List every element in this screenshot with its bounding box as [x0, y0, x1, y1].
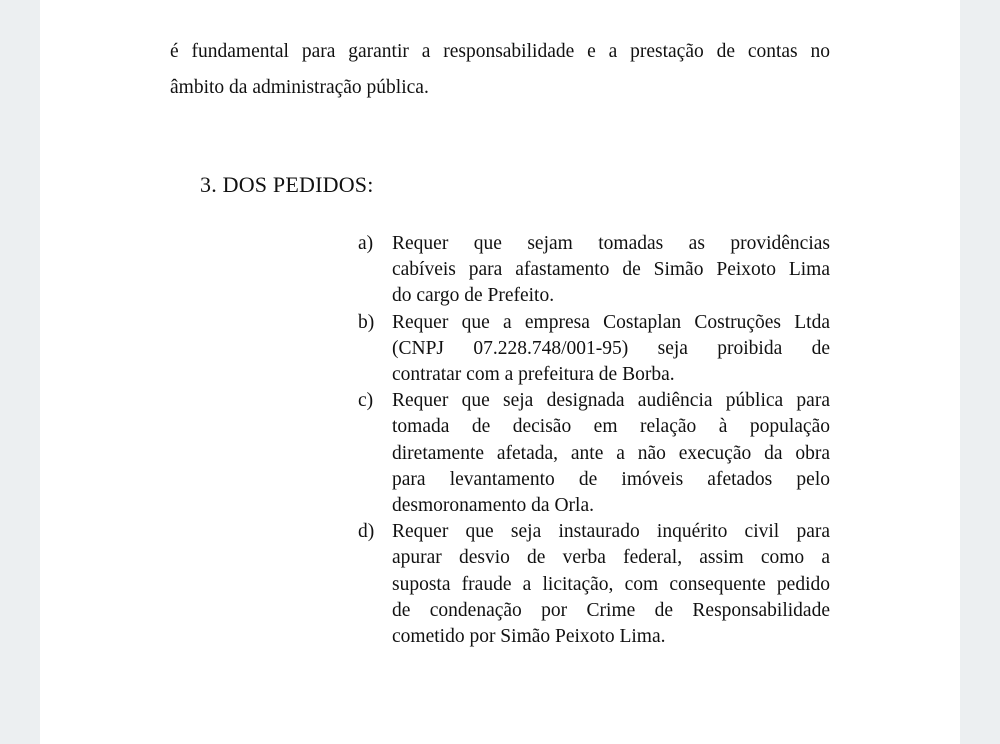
request-line: Requer que seja designada audiência pública para — [392, 390, 830, 412]
document-page[interactable] — [40, 0, 960, 744]
request-text — [392, 231, 830, 310]
request-line: para levantamento de imóveis afetados pelo — [392, 468, 830, 490]
request-line: apurar desvio de verba federal, assim como a — [392, 547, 830, 569]
request-marker: b) — [358, 311, 375, 333]
request-line: (CNPJ 07.228.748/001-95) seja proibida de — [392, 337, 830, 359]
request-item-c — [358, 388, 830, 519]
request-line: suposta fraude a licitação, com consequente pedido — [392, 573, 830, 595]
request-line: do cargo de Prefeito. — [392, 285, 555, 307]
section-heading — [200, 172, 374, 198]
request-line: de condenação por Crime de Responsabilidade — [392, 599, 830, 621]
request-text — [392, 310, 830, 389]
request-marker: a) — [358, 233, 374, 254]
request-marker: d) — [358, 521, 375, 543]
intro-line: é fundamental para garantir a responsabilidade e a prestação de contas no — [170, 41, 830, 62]
request-line: cabíveis para afastamento de Simão Peixoto Lima — [392, 259, 830, 281]
intro-paragraph — [170, 34, 830, 106]
section-title: DOS PEDIDOS: — [222, 172, 374, 197]
section-number: 3. — [200, 172, 217, 197]
request-marker: c) — [358, 390, 374, 412]
request-line: Requer que sejam tomadas as providências — [392, 233, 830, 254]
requests-list — [358, 231, 830, 650]
request-line: Requer que seja instaurado inquérito civil para — [392, 521, 830, 543]
request-text — [392, 519, 830, 650]
request-item-d — [358, 519, 830, 650]
request-text — [392, 388, 830, 519]
request-line: cometido por Simão Peixoto Lima. — [392, 626, 666, 648]
request-line: tomada de decisão em relação à população — [392, 416, 830, 438]
request-line: contratar com a prefeitura de Borba. — [392, 364, 675, 386]
intro-line: âmbito da administração pública. — [170, 77, 429, 98]
request-line: Requer que a empresa Costaplan Costruções Ltda — [392, 311, 830, 333]
request-item-b — [358, 310, 830, 389]
request-item-a — [358, 231, 830, 310]
request-line: diretamente afetada, ante a não execução da obra — [392, 442, 830, 464]
request-line: desmoronamento da Orla. — [392, 495, 594, 517]
